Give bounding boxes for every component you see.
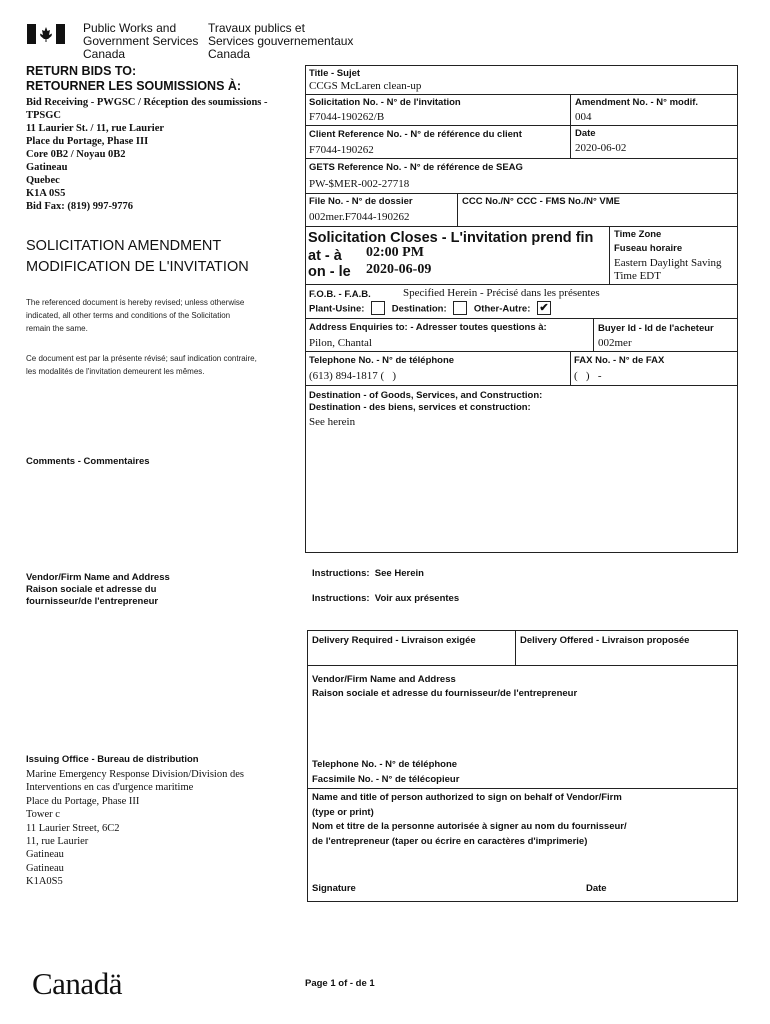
vendor-firm-label	[26, 572, 170, 608]
solicitation-closes-title: Solicitation Closes - L'invitation prend fin	[308, 230, 594, 246]
fob-options	[309, 302, 555, 316]
office-line: Gatineau	[26, 862, 64, 874]
instructions-fr: Instructions: Voir aux présentes	[312, 593, 460, 604]
plant-label: Plant-Usine:	[309, 303, 365, 315]
title-label: Title - Sujet	[309, 68, 361, 79]
vendor-label-en: Vendor/Firm Name and Address	[312, 674, 456, 685]
return-bids-title	[26, 64, 241, 94]
file-no-label: File No. - N° de dossier	[309, 196, 413, 207]
office-line: Interventions en cas d'urgence maritime	[26, 782, 194, 794]
address-line: Bid Receiving - PWGSC / Réception des soumissions -	[26, 97, 268, 108]
checkmark-icon: ✔	[539, 302, 549, 314]
solicitation-no-value: F7044-190262/B	[309, 111, 385, 123]
vendor-label-line: Vendor/Firm Name and Address	[26, 572, 170, 583]
return-bids-title-en: RETURN BIDS TO:	[26, 64, 137, 78]
amendment-title	[26, 236, 249, 278]
fax-value: ( ) -	[574, 370, 602, 382]
solicitation-no-label: Solicitation No. - N° de l'invitation	[309, 97, 461, 108]
canada-wordmark: Canadä	[32, 966, 122, 1001]
vendor-name-address-label	[312, 673, 577, 701]
address-line: Core 0B2 / Noyau 0B2	[26, 149, 126, 160]
amendment-no-label: Amendment No. - N° modif.	[575, 97, 699, 108]
vendor-telephone-label: Telephone No. - N° de téléphone	[312, 759, 458, 770]
address-line: K1A 0S5	[26, 188, 66, 199]
time-zone-value-1: Eastern Daylight Saving	[614, 257, 722, 269]
fob-value: Specified Herein - Précisé dans les présentes	[403, 287, 600, 299]
vendor-label-line: Raison sociale et adresse du	[26, 584, 157, 595]
dept-en-line: Canada	[83, 47, 126, 61]
dept-fr-line: Travaux publics et	[208, 21, 305, 35]
enquiries-value: Pilon, Chantal	[309, 337, 372, 349]
authorized-person-label	[312, 791, 627, 849]
page-number: Page 1 of - de 1	[305, 978, 375, 989]
time-zone-value-2: Time EDT	[614, 270, 661, 282]
other-label: Other-Autre:	[473, 303, 531, 315]
address-line: 11 Laurier St. / 11, rue Laurier	[26, 123, 165, 134]
amendment-text-line: remain the same.	[26, 324, 88, 333]
signature-date-label: Date	[586, 883, 607, 894]
office-line: Place du Portage, Phase III	[26, 795, 140, 807]
fuseau-horaire-label: Fuseau horaire	[614, 243, 683, 254]
closing-date-value: 2020-06-09	[366, 262, 432, 277]
amendment-text-fr	[26, 352, 257, 378]
dept-en-line: Government Services	[83, 34, 199, 48]
vendor-label-fr: Raison sociale et adresse du fournisseur/de l'entrepreneur	[312, 688, 578, 699]
office-line: K1A0S5	[26, 876, 63, 888]
title-value: CCGS McLaren clean-up	[309, 80, 422, 92]
bid-receiving-address	[26, 96, 298, 213]
time-zone-label: Time Zone	[614, 229, 662, 240]
office-line: Gatineau	[26, 849, 64, 861]
ccc-no-label: CCC No./N° CCC - FMS No./N° VME	[462, 196, 621, 207]
amendment-text-line: The referenced document is hereby revised; unless otherwise	[26, 298, 245, 307]
plant-checkbox[interactable]	[371, 301, 385, 315]
bid-fax: Bid Fax: (819) 997-9776	[26, 201, 134, 212]
destination-checkbox[interactable]	[453, 301, 467, 315]
amendment-no-value: 004	[575, 111, 592, 123]
destination-goods-label	[309, 390, 542, 414]
auth-line: de l'entrepreneur (taper ou écrire en caractères d'imprimerie)	[312, 835, 588, 847]
issuing-office-address	[26, 768, 244, 889]
return-bids-title-fr: RETOURNER LES SOUMISSIONS À:	[26, 79, 242, 93]
gets-ref-value: PW-$MER-002-27718	[309, 178, 410, 190]
dept-fr-line: Services gouvernementaux	[208, 34, 354, 48]
instructions-en: Instructions: See Herein	[312, 568, 424, 579]
time-zone-cell	[611, 227, 737, 283]
amendment-title-fr: MODIFICATION DE L'INVITATION	[26, 259, 249, 275]
at-label: at - à	[308, 248, 342, 264]
dept-name-en	[83, 22, 198, 61]
amendment-text-line: les modalités de l'invitation demeurent les mêmes.	[26, 367, 205, 376]
closing-time-value: 02:00 PM	[366, 245, 424, 260]
buyer-id-label: Buyer Id - Id de l'acheteur	[598, 323, 714, 334]
file-no-value: 002mer.F7044-190262	[309, 211, 410, 223]
fax-label: FAX No. - N° de FAX	[574, 355, 665, 366]
date-value: 2020-06-02	[575, 142, 627, 154]
fob-label: F.O.B. - F.A.B.	[309, 289, 371, 300]
telephone-label: Telephone No. - N° de téléphone	[309, 355, 455, 366]
office-line: 11 Laurier Street, 6C2	[26, 822, 120, 834]
signature-label: Signature	[312, 883, 356, 894]
telephone-value: (613) 894-1817 ( )	[309, 370, 397, 382]
destination-value: See herein	[309, 416, 356, 428]
delivery-required-label: Delivery Required - Livraison exigée	[312, 635, 476, 646]
amendment-text-line: indicated, all other terms and conditions of the Solicitation	[26, 311, 231, 320]
auth-line: Name and title of person authorized to sign on behalf of Vendor/Firm	[312, 792, 622, 803]
enquiries-label: Address Enquiries to: - Adresser toutes questions à:	[309, 322, 547, 333]
office-line: Marine Emergency Response Division/Division des	[26, 769, 244, 780]
amendment-text-en	[26, 296, 244, 335]
client-ref-label: Client Reference No. - N° de référence du client	[309, 129, 522, 140]
auth-line: (type or print)	[312, 806, 374, 818]
delivery-offered-label: Delivery Offered - Livraison proposée	[520, 635, 690, 646]
amendment-text-line: Ce document est par la présente révisé; sauf indication contraire,	[26, 354, 257, 363]
destination-label-en: Destination - of Goods, Services, and Construction:	[309, 390, 543, 401]
address-line: Gatineau	[26, 162, 68, 173]
date-label: Date	[575, 128, 596, 139]
office-line: 11, rue Laurier	[26, 836, 89, 848]
buyer-id-value: 002mer	[598, 337, 632, 349]
vendor-label-line: fournisseur/de l'entrepreneur	[26, 596, 159, 607]
dept-fr-line: Canada	[208, 47, 251, 61]
dept-name-fr	[208, 22, 353, 61]
gets-ref-label: GETS Reference No. - N° de référence de SEAG	[309, 162, 523, 173]
amendment-title-en: SOLICITATION AMENDMENT	[26, 238, 222, 254]
client-ref-value: F7044-190262	[309, 144, 374, 156]
vendor-fax-label: Facsimile No. - N° de télécopieur	[312, 774, 460, 785]
office-line: Tower c	[26, 809, 60, 821]
address-line: Place du Portage, Phase III	[26, 136, 149, 147]
comments-label: Comments - Commentaires	[26, 456, 150, 467]
address-line: TPSGC	[26, 110, 62, 121]
destination-label: Destination:	[391, 303, 447, 315]
other-checkbox[interactable]	[537, 301, 551, 315]
dept-en-line: Public Works and	[83, 21, 177, 35]
auth-line: Nom et titre de la personne autorisée à signer au nom du fournisseur/	[312, 821, 627, 832]
destination-label-fr: Destination - des biens, services et construction:	[309, 402, 531, 413]
canada-flag-logo	[27, 24, 65, 44]
address-line: Quebec	[26, 175, 60, 186]
issuing-office-label: Issuing Office - Bureau de distribution	[26, 754, 199, 765]
on-label: on - le	[308, 264, 351, 280]
